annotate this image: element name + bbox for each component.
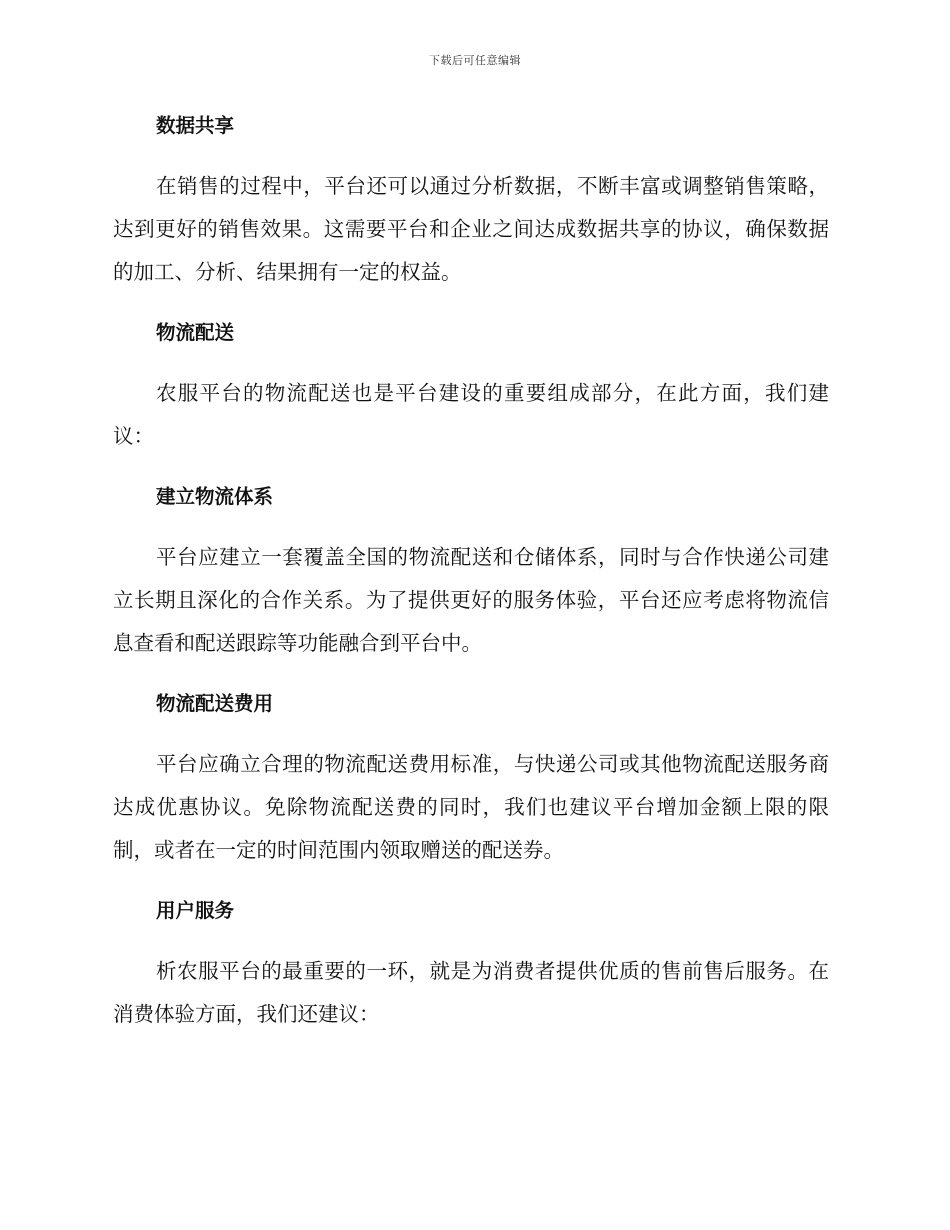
section-paragraph-user-service: 析农服平台的最重要的一环，就是为消费者提供优质的售前售后服务。在消费体验方面，我们还建议： — [113, 959, 829, 1026]
section-heading-logistics-system: 建立物流体系 — [156, 485, 274, 508]
section-paragraph-data-sharing: 在销售的过程中，平台还可以通过分析数据，不断丰富或调整销售策略，达到更好的销售效果。这需要平台和企业之间达成数据共享的协议，确保数据的加工、分析、结果拥有一定的权益。 — [113, 174, 829, 284]
section-heading-data-sharing: 数据共享 — [156, 114, 235, 137]
section-heading-user-service: 用户服务 — [156, 899, 235, 922]
section-paragraph-logistics: 农服平台的物流配送也是平台建设的重要组成部分，在此方面，我们建议： — [113, 381, 829, 448]
section-heading-logistics-fees: 物流配送费用 — [156, 692, 274, 715]
page-header: 下载后可任意编辑 — [429, 54, 521, 67]
section-paragraph-logistics-system: 平台应建立一套覆盖全国的物流配送和仓储体系，同时与合作快递公司建立长期且深化的合作关系。为了提供更好的服务体验，平台还应考虑将物流信息查看和配送跟踪等功能融合到平台中。 — [113, 545, 829, 655]
document-body — [113, 110, 829, 1036]
section-heading-logistics: 物流配送 — [156, 321, 235, 344]
section-paragraph-logistics-fees: 平台应确立合理的物流配送费用标准，与快递公司或其他物流配送服务商达成优惠协议。免除物流配送费的同时，我们也建议平台增加金额上限的限制，或者在一定的时间范围内领取赠送的配送券。 — [113, 752, 829, 862]
